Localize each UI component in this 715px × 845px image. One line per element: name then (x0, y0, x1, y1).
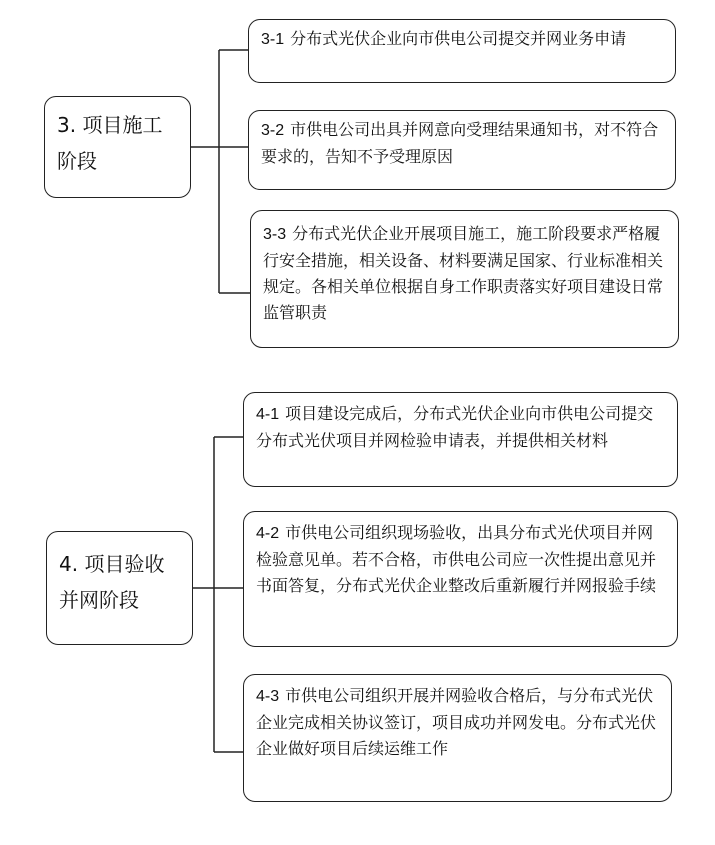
step-3-3-box (250, 210, 679, 348)
stage-3-title: 3. 项目施工阶段 (57, 113, 163, 173)
step-3-3-number: 3-3 (263, 226, 287, 243)
stage-3-box (44, 96, 191, 198)
step-4-2-text: 市供电公司组织现场验收，出具分布式光伏项目并网检验意见单。若不合格，市供电公司应一次性提出意见并书面答复，分布式光伏企业整改后重新履行并网报验手续 (256, 523, 657, 595)
step-4-2-number: 4-2 (256, 525, 280, 542)
step-4-2-box (243, 511, 678, 647)
step-4-1-box (243, 392, 678, 487)
step-3-1-box (248, 19, 676, 83)
step-3-1-number: 3-1 (261, 31, 285, 48)
stage-4-title: 4. 项目验收并网阶段 (59, 552, 165, 612)
step-3-2-text: 市供电公司出具并网意向受理结果通知书，对不符合要求的，告知不予受理原因 (261, 120, 659, 166)
step-4-3-number: 4-3 (256, 688, 280, 705)
step-3-2-box (248, 110, 676, 190)
step-4-1-text: 项目建设完成后，分布式光伏企业向市供电公司提交分布式光伏项目并网检验申请表，并提供相关材料 (256, 404, 654, 450)
step-4-1-number: 4-1 (256, 406, 280, 423)
step-3-2-number: 3-2 (261, 122, 285, 139)
step-3-3-text: 分布式光伏企业开展项目施工，施工阶段要求严格履行安全措施，相关设备、材料要满足国家、行业标准相关规定。各相关单位根据自身工作职责落实好项目建设日常监管职责 (263, 224, 664, 322)
step-4-3-text: 市供电公司组织开展并网验收合格后，与分布式光伏企业完成相关协议签订，项目成功并网发电。分布式光伏企业做好项目后续运维工作 (256, 686, 657, 758)
step-3-1-text: 分布式光伏企业向市供电公司提交并网业务申请 (290, 29, 627, 48)
stage-4-box (46, 531, 193, 645)
step-4-3-box (243, 674, 672, 802)
